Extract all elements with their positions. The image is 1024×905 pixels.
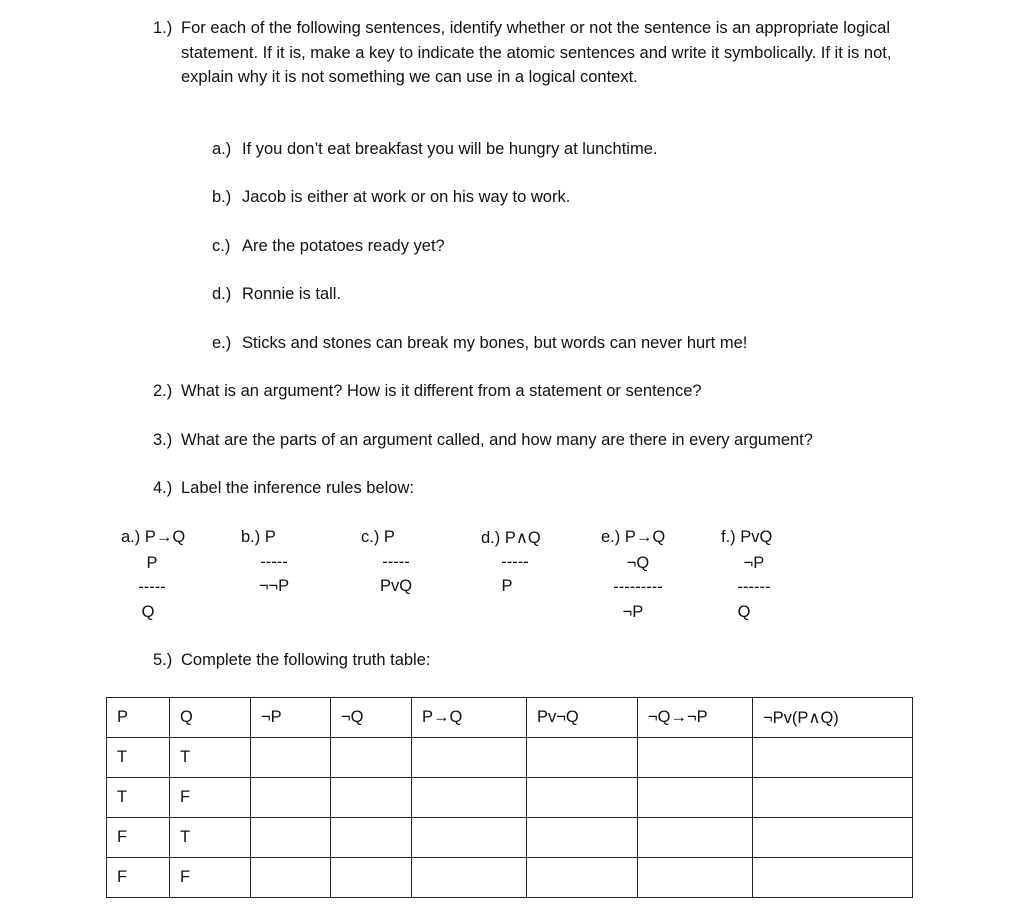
rule-c-separator: ----- [382,553,410,571]
answer-cell[interactable] [331,778,412,818]
q2-text: What is an argument? How is it different from a statement or sentence? [181,382,702,400]
q1-item-c-label: c.) [212,237,231,255]
cell-q: T [170,818,251,858]
answer-cell[interactable] [412,778,527,818]
rule-d-conclusion: P [501,577,513,595]
table-row [107,818,913,858]
answer-cell[interactable] [638,738,753,778]
answer-cell[interactable] [331,858,412,898]
table-row [107,738,913,778]
answer-cell[interactable] [251,858,331,898]
cell-q: F [170,778,251,818]
rule-e-separator: --------- [613,578,663,596]
truth-table-header-row [107,698,913,738]
answer-cell[interactable] [527,778,638,818]
answer-cell[interactable] [753,738,913,778]
q1-item-d-text: Ronnie is tall. [242,285,342,303]
cell-p: F [107,818,170,858]
q3-number: 3.) [153,431,173,449]
q1-item-e-text: Sticks and stones can break my bones, but words can never hurt me! [242,334,748,352]
rule-d-separator: ----- [501,553,529,571]
rule-c-label: c.) P [361,528,395,546]
table-row [107,858,913,898]
q5-text: Complete the following truth table: [181,651,431,669]
answer-cell[interactable] [638,818,753,858]
rule-a-conclusion: Q [141,603,155,621]
cell-p: F [107,858,170,898]
answer-cell[interactable] [412,858,527,898]
header-cell-p-or-not-q: Pv¬Q [527,698,638,738]
q1-number: 1.) [153,19,173,37]
rule-f-label: f.) PvQ [721,528,773,546]
header-cell-p-implies-q: P→Q [412,698,527,738]
cell-q: T [170,738,251,778]
answer-cell[interactable] [412,738,527,778]
answer-cell[interactable] [331,818,412,858]
q2-number: 2.) [153,382,173,400]
rule-d-label: d.) P∧Q [481,529,541,547]
rule-a-label: a.) P→Q [121,528,186,546]
header-cell-q: Q [170,698,251,738]
truth-table [106,697,913,898]
q4-text: Label the inference rules below: [181,479,414,497]
rule-a-separator: ----- [138,578,166,596]
header-cell-not-p: ¬P [251,698,331,738]
q1-item-a-text: If you don’t eat breakfast you will be hungry at lunchtime. [242,140,658,158]
answer-cell[interactable] [753,778,913,818]
answer-cell[interactable] [527,738,638,778]
answer-cell[interactable] [331,738,412,778]
answer-cell[interactable] [251,818,331,858]
rule-f-premise: ¬P [743,554,765,572]
header-cell-p: P [107,698,170,738]
answer-cell[interactable] [412,818,527,858]
rule-e-label: e.) P→Q [601,528,666,546]
q5-number: 5.) [153,651,173,669]
cell-p: T [107,738,170,778]
q1-item-c-text: Are the potatoes ready yet? [242,237,445,255]
rule-f-conclusion: Q [737,603,751,621]
table-row [107,778,913,818]
q1-item-b-text: Jacob is either at work or on his way to work. [242,188,571,206]
header-cell-not-p-or-p-and-q: ¬Pv(P∧Q) [753,698,913,738]
q1-item-a-label: a.) [212,140,232,158]
cell-q: F [170,858,251,898]
answer-cell[interactable] [638,858,753,898]
answer-cell[interactable] [753,818,913,858]
q1-item-b-label: b.) [212,188,232,206]
q1-item-e-label: e.) [212,334,232,352]
header-cell-not-q: ¬Q [331,698,412,738]
cell-p: T [107,778,170,818]
answer-cell[interactable] [638,778,753,818]
answer-cell[interactable] [753,858,913,898]
answer-cell[interactable] [527,818,638,858]
rule-a-premise: P [146,554,158,572]
rule-b-conclusion: ¬¬P [258,577,290,595]
answer-cell[interactable] [251,778,331,818]
answer-cell[interactable] [527,858,638,898]
rule-e-premise: ¬Q [626,554,650,572]
rule-c-conclusion: PvQ [379,577,413,595]
rule-e-conclusion: ¬P [622,603,644,621]
rule-f-separator: ------ [737,578,771,596]
q1-item-d-label: d.) [212,285,232,303]
answer-cell[interactable] [251,738,331,778]
header-cell-not-q-implies-not-p: ¬Q→¬P [638,698,753,738]
q4-number: 4.) [153,479,173,497]
q3-text: What are the parts of an argument called, and how many are there in every argument? [181,431,813,449]
q1-text: For each of the following sentences, identify whether or not the sentence is an appropriate logical statement. If it is, make a key to indicate the atomic sentences and write it symbolically. If it is not, explain why it is not something we can use in a logical context. [181,19,892,86]
rule-b-label: b.) P [241,528,276,546]
rule-b-separator: ----- [260,553,288,571]
